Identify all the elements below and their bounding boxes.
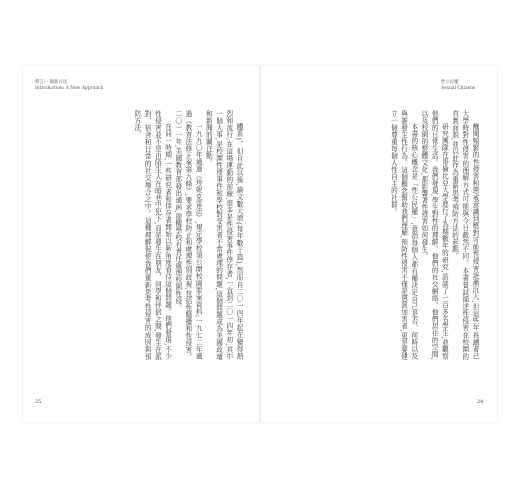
running-header (441, 80, 475, 92)
paragraph: 在同一時期,一些研究者和倖存者開始以新角度看待這個問題。他們發現,不少性侵害並不是由陌生人在暗巷中犯下,而是發生在朋友、同學和伴侶之間,發生在派對、宿舍和日常的社交場合之中。這種理解促使我們重新思考性侵害的成因與預防方法。 (132, 110, 172, 360)
paragraph: 體系)。但自此以後,論文數大增(每年數十篇),然而自二〇一四年起在變得熱烈和流行,在這場運動的前線,很多是性侵害事件倖存者,一直到二〇一四年初,其中一個大事,是校園性侵事件和學校對受害者不當處理的問題,這個問題成為美國政壇和新聞的關注點。 (204, 110, 243, 360)
page-number: 25 (35, 399, 42, 405)
page-number: 24 (477, 399, 484, 405)
paragraph: 一九九〇年通過《珍妮克雷法》,規定學校須公開校園罪案資料;一九七二年通過《教育法修正案第九條》,要求學校防止和處理性別歧視,包括性騷擾和性侵害。二〇一一年,美國教育部發出通函,提醒學校有責任處理校園性侵。 (173, 110, 203, 360)
paragraph: 醜聞頻繁的性侵害和懲戒意識到應對可能性侵害逐漸沉入,但這些年長讀者已大學時對性侵害的理解方式可能與今日截然不同。本書嘗試描述性侵害在校園的真實面貌,並以此作為重新思考預防方法的起點。 (450, 110, 479, 360)
chapter-title: 導言:一個新方法 (35, 80, 68, 85)
chapter-subtitle: Introduction: A New Approach (35, 86, 104, 91)
body-text (275, 110, 480, 360)
paragraph: 研究團隊在哥倫比亞大學進行了為期數年的研究,訪談了一百多名學生,並觀察他們的日常生活。我們發現,學生對性的理解、他們的社交網絡、他們居住的空間,以及校園的整體文化,都影響著性侵害如何發生。 (419, 110, 449, 360)
book-spread (23, 66, 497, 422)
right-page (261, 66, 497, 422)
left-page (23, 66, 259, 422)
body-text (39, 110, 244, 360)
running-header (35, 80, 103, 92)
chapter-subtitle: Sexual Citizens (441, 86, 476, 91)
chapter-title: 性公民權 (441, 80, 459, 85)
paragraph: 本書的核心概念是「性公民權」,意指每個人都有權決定自己是否、何時以及與誰發生性行為。這個概念幫助我們理解,預防性侵害不僅是懲罰加害者,更是要建立一個尊重每個人性自主的社群。 (389, 110, 418, 360)
